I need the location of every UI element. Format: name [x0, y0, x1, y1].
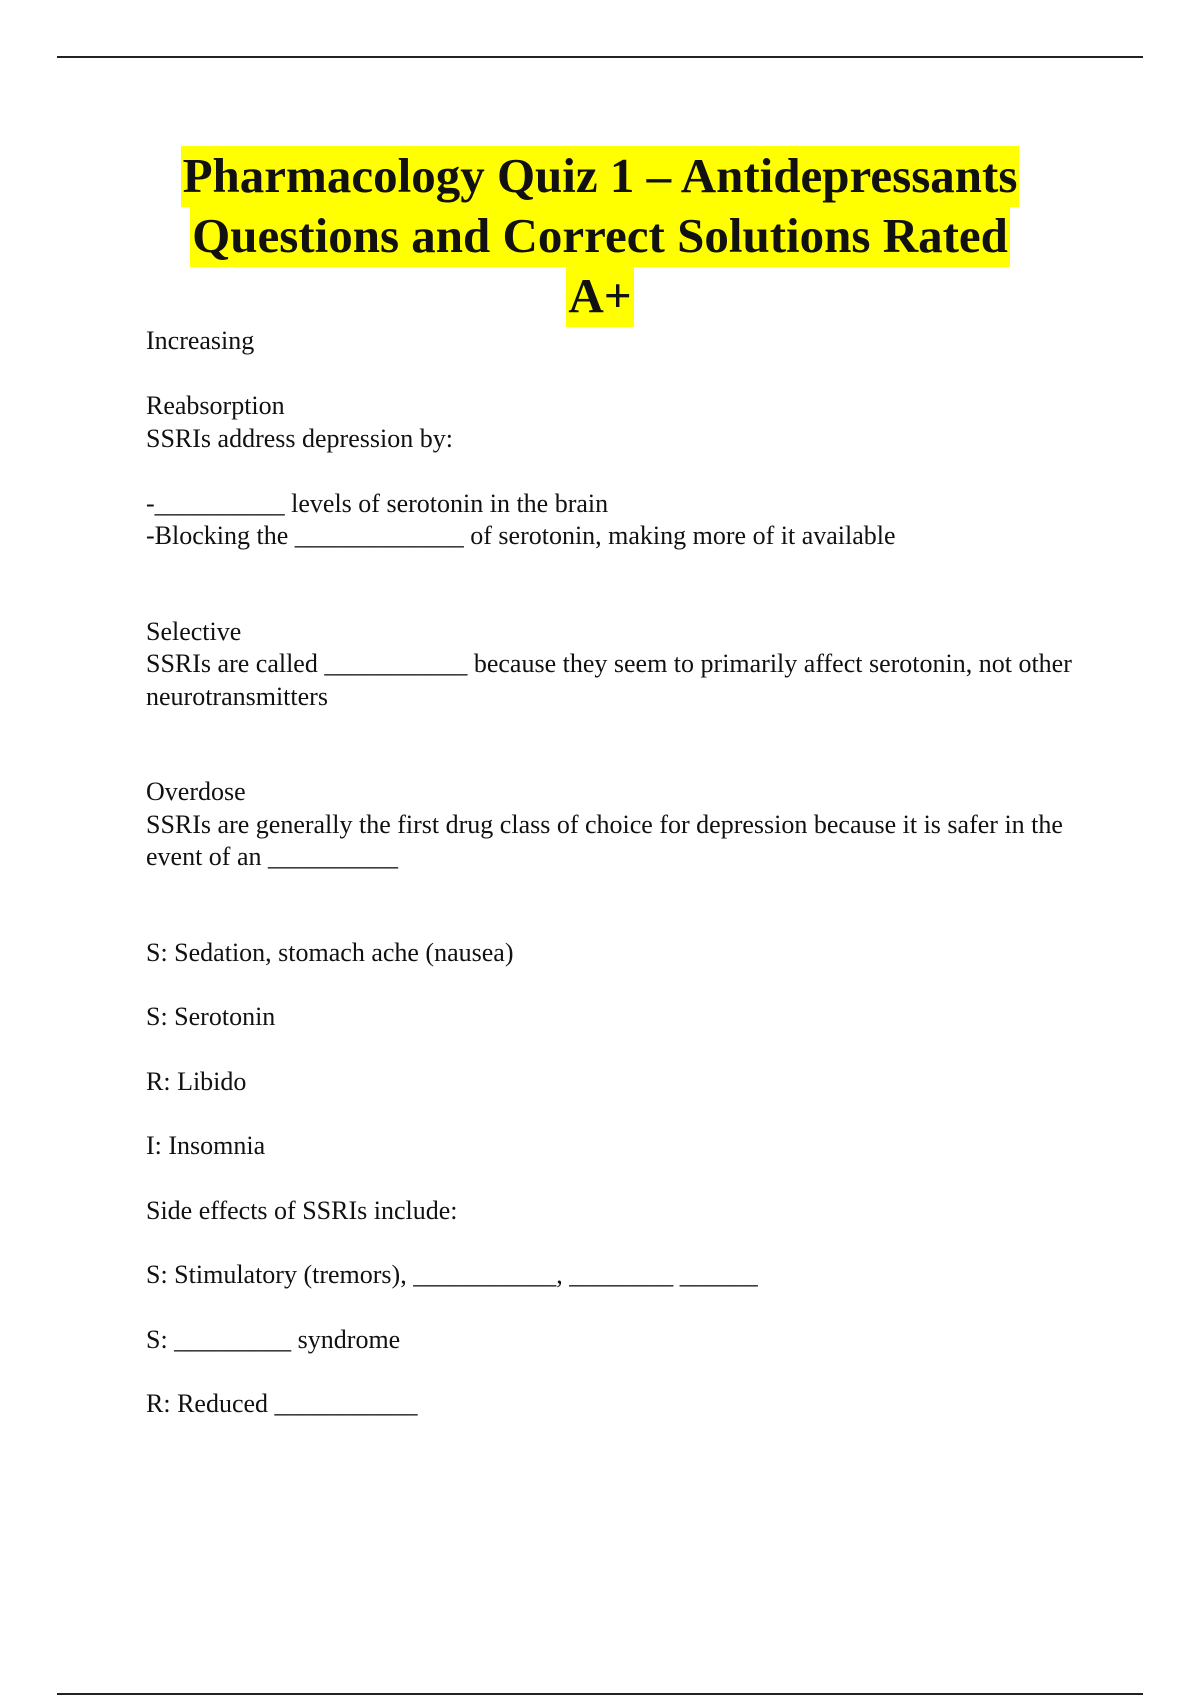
card4-answer-2: S: Serotonin — [146, 1002, 276, 1031]
document-title — [100, 146, 1100, 326]
card1-question: SSRIs address depression by: — [146, 423, 453, 453]
card4-item-1: S: Stimulatory (tremors), ___________, ________ ______ — [146, 1260, 758, 1289]
card4-answer-4: I: Insomnia — [146, 1131, 266, 1160]
document-body — [146, 325, 1106, 1421]
title-line-2: Questions and Correct Solutions Rated — [190, 206, 1010, 267]
card1-line-b: -Blocking the _____________ of serotonin, making more of it available — [146, 521, 896, 550]
card4-question: Side effects of SSRIs include: — [146, 1195, 458, 1225]
card2-question: SSRIs are called ___________ because they seem to primarily affect serotonin, not other neurotransmitters — [146, 649, 1072, 711]
bottom-rule — [57, 1693, 1143, 1695]
card1-line-a: -__________ levels of serotonin in the brain — [146, 488, 609, 518]
title-line-1: Pharmacology Quiz 1 – Antidepressants — [181, 146, 1020, 207]
top-rule — [57, 56, 1143, 58]
card4-answer-1: S: Sedation, stomach ache (nausea) — [146, 937, 514, 967]
card4-item-3: R: Reduced ___________ — [146, 1389, 418, 1418]
card2-answer: Selective — [146, 616, 242, 646]
card3-question: SSRIs are generally the first drug class of choice for depression because it is safer in the event of an __________ — [146, 809, 1063, 871]
card4-item-2: S: _________ syndrome — [146, 1324, 401, 1354]
title-line-3: A+ — [566, 266, 633, 327]
card1-answer-1: Increasing — [146, 326, 255, 355]
card1-answer-2: Reabsorption — [146, 391, 285, 420]
card3-answer: Overdose — [146, 777, 246, 806]
card4-answer-3: R: Libido — [146, 1066, 247, 1096]
